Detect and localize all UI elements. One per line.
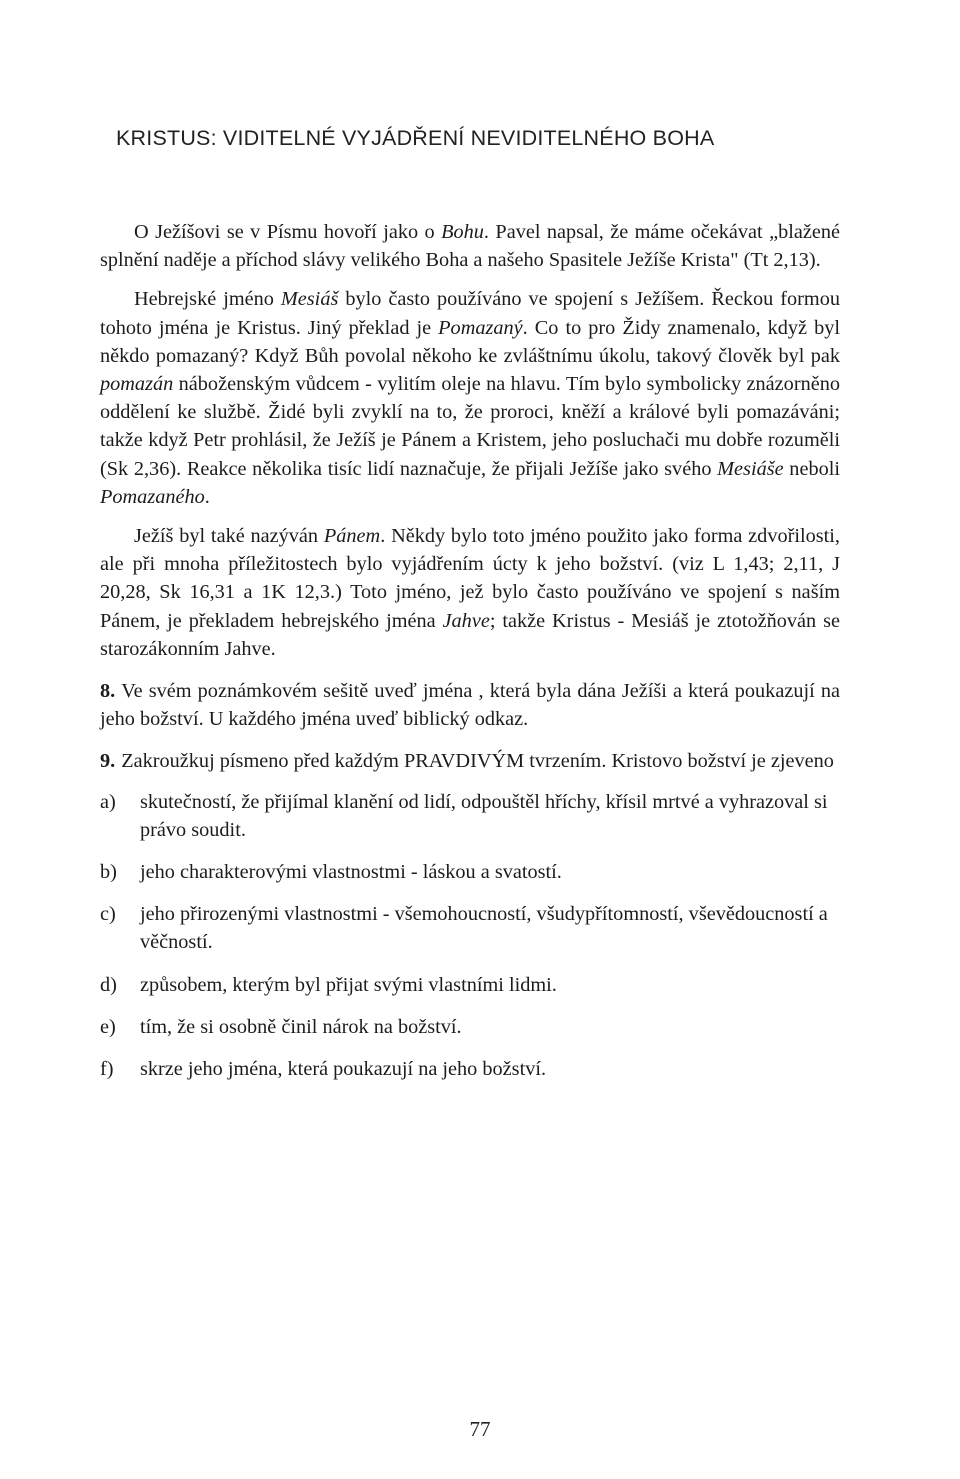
italic-term: Mesiáš [280,288,339,311]
text-run: . Pavel napsal, že máme očekávat „blažené splnění naděje a příchod slávy velikého Boha a našeho Spasitele Ježíše Krista" (Tt 2,13). [100,221,840,272]
question-8 [100,677,840,733]
text-run: Ježíš byl také nazýván [134,525,324,548]
text-run: náboženským vůdcem - vylitím oleje na hlavu. Tím bylo symbolicky znázorněno oddělení ke službě. Židé byli zvyklí na to, že proroci, kněží a králové byli pomazáváni; takže když Petr prohlásil, že Ježíš je Pánem a Kristem, jeho posluchači mu dobře rozuměli (Sk 2,36). Reakce několika tisíc lidí naznačuje, že přijali Ježíše jako svého [100,373,840,480]
italic-term: Jahve [442,609,490,632]
option-text: tím, že si osobně činil nárok na božství. [140,1015,462,1038]
text-run: O Ježíšovi se v Písmu hovoří jako o [134,221,442,243]
text-run: Hebrejské jméno [134,288,281,311]
answer-option-a[interactable] [100,788,840,844]
text-run: . Co to pro Židy znamenalo, když byl někdo pomazaný? Když Bůh povolal někoho ke zvláštnímu úkolu, takový člověk byl pak [100,316,840,367]
text-run: ; takže Kristus - Mesiáš je ztotožňován se starozákonním Jahve. [100,609,840,660]
answer-option-d[interactable] [100,971,840,999]
text-run: bylo často používáno ve spojení s Ježíšem. Řeckou formou tohoto jména je Kristus. Jiný překlad je [100,288,840,339]
answer-option-b[interactable] [100,858,840,886]
question-9 [100,747,840,775]
italic-term: Pomazaný [438,316,523,339]
page-number: 77 [469,1417,491,1441]
chapter-heading: KRISTUS: VIDITELNÉ VYJÁDŘENÍ NEVIDITELNÉHO BOHA [116,126,715,150]
paragraph-panem [100,522,840,663]
answer-options [100,788,840,1084]
text-run: neboli [783,457,840,480]
paragraph-mesias [100,285,840,511]
option-text: jeho charakterovými vlastnostmi - láskou a svatostí. [140,861,562,884]
body-text [100,218,840,1083]
option-letter[interactable]: d) [100,973,117,996]
option-letter[interactable]: a) [100,790,116,813]
question-number: 9. [100,750,116,773]
text-run: . [204,485,210,508]
question-text: Zakroužkuj písmeno před každým PRAVDIVÝM tvrzením. Kristovo božství je zjeveno [121,750,834,773]
italic-term: Mesiáše [717,457,784,480]
answer-option-e[interactable] [100,1013,840,1041]
option-letter[interactable]: e) [100,1015,116,1038]
paragraph-bohu [100,218,840,274]
option-text: jeho přirozenými vlastnostmi - všemohoucností, všudypřítomností, vševědoucností a věčností. [140,903,828,954]
italic-term: pomazán [100,373,174,396]
answer-option-c[interactable] [100,900,840,956]
option-text: skutečností, že přijímal klanění od lidí, odpouštěl hříchy, křísil mrtvé a vyhrazoval si právo soudit. [140,790,828,841]
answer-option-f[interactable] [100,1055,840,1083]
question-text: Ve svém poznámkovém sešitě uveď jména , která byla dána Ježíši a která poukazují na jeho božství. U každého jména uveď biblický odkaz. [100,680,840,731]
option-text: způsobem, kterým byl přijat svými vlastními lidmi. [140,973,557,996]
text-run: . Někdy bylo toto jméno použito jako forma zdvořilosti, ale při mnoha příležitostech bylo vyjádřením úcty k jeho božství. (viz L 1,43; 2,11, J 20,28, Sk 16,31 a 1K 12,3.) Toto jméno, jež bylo často používáno ve spojení s naším Pánem, je překladem hebrejského jména [100,525,840,632]
option-letter[interactable]: c) [100,903,116,926]
question-number: 8. [100,680,116,703]
option-letter[interactable]: f) [100,1058,114,1081]
option-text: skrze jeho jména, která poukazují na jeho božství. [140,1058,547,1081]
italic-term: Pomazaného [100,485,205,508]
italic-term: Pánem [323,525,381,548]
option-letter[interactable]: b) [100,861,117,884]
italic-term: Bohu [441,221,484,243]
